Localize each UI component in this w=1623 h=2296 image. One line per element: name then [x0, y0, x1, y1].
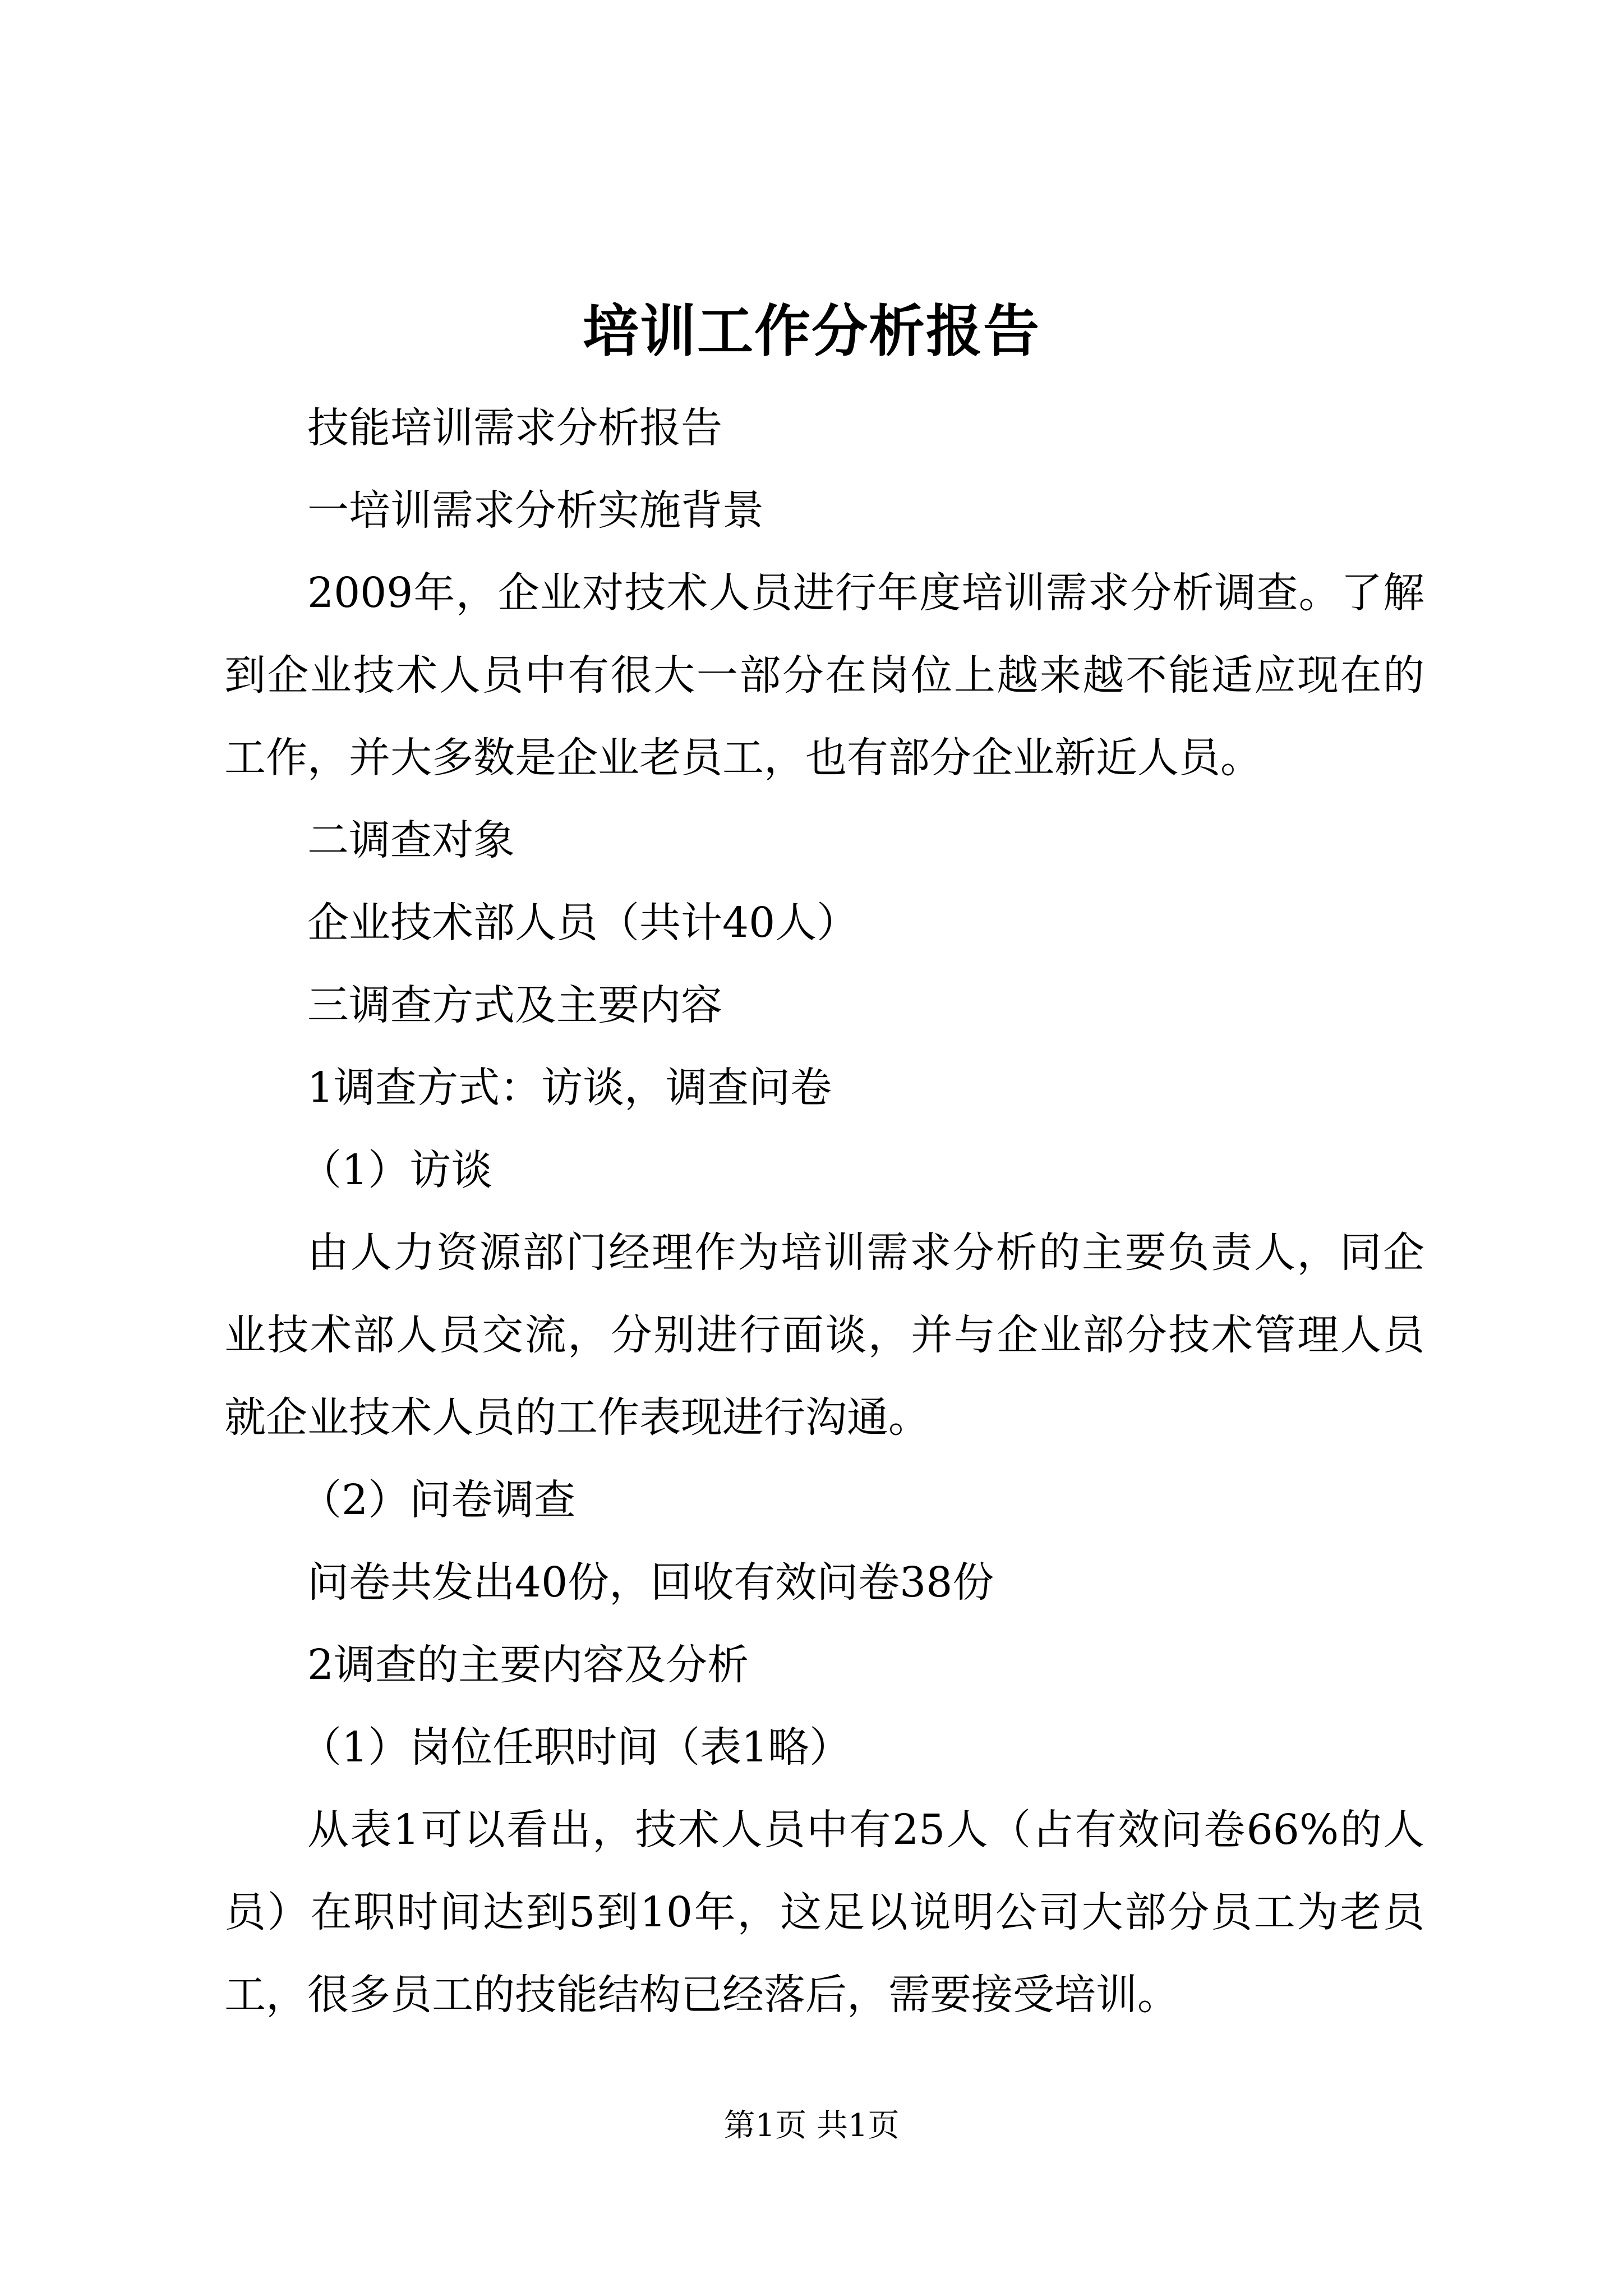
paragraph-subtitle: 技能培训需求分析报告 [307, 404, 722, 452]
paragraph-questionnaire: 问卷共发出40份，回收有效问卷38份 [307, 1558, 994, 1607]
subheading-interview: （1）访谈 [300, 1146, 493, 1194]
subheading-questionnaire: （2）问卷调查 [300, 1476, 576, 1524]
paragraph-background: 2009年，企业对技术人员进行年度培训需求分析调查。了解到企业技术人员中有很大一部分在岗位上越来越不能适应现在的工作，并大多数是企业老员工，也有部分企业新近人员。 [224, 569, 1424, 782]
paragraph-tenure: 从表1可以看出，技术人员中有25人（占有效问卷66%的人员）在职时间达到5到10年，这足以说明公司大部分员工为老员工，很多员工的技能结构已经落后，需要接受培训。 [224, 1806, 1424, 2019]
document-title: 培训工作分析报告 [583, 298, 1040, 364]
section-heading-background: 一培训需求分析实施背景 [307, 486, 764, 535]
section-heading-methods: 三调查方式及主要内容 [307, 981, 722, 1029]
paragraph-interview: 由人力资源部门经理作为培训需求分析的主要负责人，同企业技术部人员交流，分别进行面谈，并与企业部分技术管理人员就企业技术人员的工作表现进行沟通。 [224, 1228, 1424, 1442]
paragraph-subjects: 企业技术部人员（共计40人） [307, 899, 859, 947]
section-heading-analysis: 2调查的主要内容及分析 [307, 1641, 749, 1689]
page-footer: 第1页 共1页 [723, 2108, 900, 2144]
subheading-tenure: （1）岗位任职时间（表1略） [300, 1723, 851, 1772]
paragraph-methods: 1调查方式：访谈，调查问卷 [307, 1064, 832, 1112]
document-body [224, 387, 1424, 2036]
section-heading-subjects: 二调查对象 [307, 816, 515, 864]
